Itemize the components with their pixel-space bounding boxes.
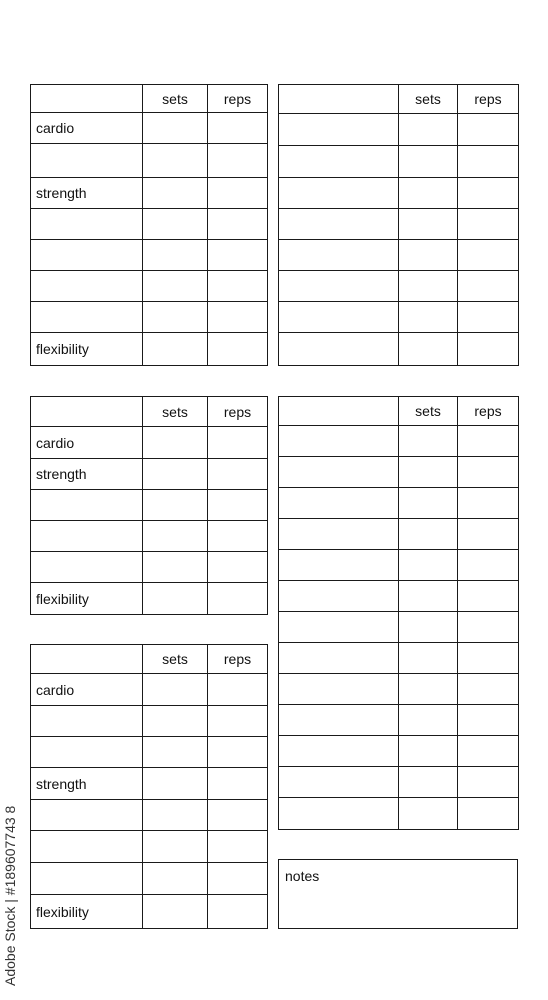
exercise-label-cell[interactable]: flexibility xyxy=(31,583,143,615)
table-row xyxy=(279,550,519,581)
exercise-label-cell[interactable] xyxy=(279,302,399,333)
table-row xyxy=(279,209,519,240)
reps-cell[interactable] xyxy=(208,490,268,521)
reps-cell[interactable] xyxy=(208,178,268,209)
exercise-label-cell[interactable] xyxy=(31,144,143,178)
table-header-row xyxy=(279,85,519,114)
sets-cell[interactable] xyxy=(143,706,208,737)
table-row xyxy=(31,459,268,490)
table-row xyxy=(279,643,519,674)
sets-cell[interactable] xyxy=(399,178,458,209)
sets-cell[interactable] xyxy=(143,863,208,895)
sets-cell[interactable] xyxy=(143,302,208,333)
sets-cell[interactable] xyxy=(399,488,458,519)
header-sets: sets xyxy=(399,85,458,114)
table-row xyxy=(279,240,519,271)
reps-cell[interactable] xyxy=(208,113,268,144)
exercise-label-cell[interactable] xyxy=(279,271,399,302)
table-row xyxy=(31,831,268,863)
reps-cell[interactable] xyxy=(208,583,268,615)
header-blank-cell xyxy=(31,397,143,427)
table-row xyxy=(31,209,268,240)
exercise-label-cell[interactable] xyxy=(31,800,143,831)
reps-cell[interactable] xyxy=(458,209,519,240)
header-sets: sets xyxy=(143,645,208,674)
workout-table xyxy=(30,396,268,615)
exercise-label-cell[interactable]: strength xyxy=(31,178,143,209)
reps-cell[interactable] xyxy=(208,144,268,178)
header-blank-cell xyxy=(279,85,399,114)
exercise-label-cell[interactable] xyxy=(279,457,399,488)
table-row xyxy=(279,767,519,798)
sets-cell[interactable] xyxy=(143,583,208,615)
exercise-label-cell[interactable] xyxy=(31,521,143,552)
sets-cell[interactable] xyxy=(143,674,208,706)
exercise-label-cell[interactable] xyxy=(279,240,399,271)
reps-cell[interactable] xyxy=(208,333,268,366)
exercise-label-cell[interactable] xyxy=(279,333,399,366)
reps-cell[interactable] xyxy=(208,427,268,459)
reps-cell[interactable] xyxy=(458,643,519,674)
sets-cell[interactable] xyxy=(143,459,208,490)
reps-cell[interactable] xyxy=(208,737,268,768)
header-reps: reps xyxy=(208,645,268,674)
reps-cell[interactable] xyxy=(208,459,268,490)
exercise-label-cell[interactable] xyxy=(31,271,143,302)
table-row xyxy=(31,178,268,209)
sets-cell[interactable] xyxy=(399,271,458,302)
sets-cell[interactable] xyxy=(143,895,208,929)
sets-cell[interactable] xyxy=(143,178,208,209)
exercise-label-cell[interactable] xyxy=(279,519,399,550)
exercise-label-cell[interactable] xyxy=(279,767,399,798)
table-row xyxy=(279,457,519,488)
header-reps: reps xyxy=(208,85,268,113)
header-blank-cell xyxy=(31,645,143,674)
table-header-row xyxy=(31,645,268,674)
sets-cell[interactable] xyxy=(143,333,208,366)
table-header-row xyxy=(31,85,268,113)
exercise-label-cell[interactable] xyxy=(31,302,143,333)
exercise-label-cell[interactable] xyxy=(31,209,143,240)
sets-cell[interactable] xyxy=(143,737,208,768)
table-row xyxy=(279,519,519,550)
exercise-label-cell[interactable]: cardio xyxy=(31,427,143,459)
exercise-label-cell[interactable] xyxy=(31,706,143,737)
exercise-label-cell[interactable] xyxy=(279,612,399,643)
reps-cell[interactable] xyxy=(458,114,519,146)
reps-cell[interactable] xyxy=(458,178,519,209)
reps-cell[interactable] xyxy=(458,705,519,736)
table-row xyxy=(279,114,519,146)
reps-cell[interactable] xyxy=(458,426,519,457)
reps-cell[interactable] xyxy=(208,302,268,333)
reps-cell[interactable] xyxy=(208,895,268,929)
table-row xyxy=(279,612,519,643)
table-row xyxy=(279,581,519,612)
exercise-label-cell[interactable] xyxy=(279,705,399,736)
reps-cell[interactable] xyxy=(208,863,268,895)
header-sets: sets xyxy=(143,85,208,113)
exercise-label-cell[interactable]: flexibility xyxy=(31,333,143,366)
table-row xyxy=(31,552,268,583)
reps-cell[interactable] xyxy=(458,674,519,705)
table-row xyxy=(31,583,268,615)
table-row xyxy=(31,240,268,271)
reps-cell[interactable] xyxy=(208,768,268,800)
sets-cell[interactable] xyxy=(399,426,458,457)
table-row xyxy=(31,271,268,302)
reps-cell[interactable] xyxy=(208,552,268,583)
header-sets: sets xyxy=(399,397,458,426)
exercise-label-cell[interactable] xyxy=(279,178,399,209)
table-row xyxy=(31,333,268,366)
workout-table xyxy=(278,396,519,830)
sets-cell[interactable] xyxy=(143,490,208,521)
sets-cell[interactable] xyxy=(143,521,208,552)
exercise-label-cell[interactable] xyxy=(279,114,399,146)
reps-cell[interactable] xyxy=(458,146,519,178)
sets-cell[interactable] xyxy=(143,240,208,271)
notes-label: notes xyxy=(285,868,320,884)
sets-cell[interactable] xyxy=(143,271,208,302)
reps-cell[interactable] xyxy=(458,519,519,550)
sets-cell[interactable] xyxy=(143,144,208,178)
exercise-label-cell[interactable] xyxy=(31,552,143,583)
reps-cell[interactable] xyxy=(208,674,268,706)
exercise-label-cell[interactable]: strength xyxy=(31,459,143,490)
header-sets: sets xyxy=(143,397,208,427)
sets-cell[interactable] xyxy=(399,798,458,830)
reps-cell[interactable] xyxy=(208,240,268,271)
table-row xyxy=(279,146,519,178)
table-row xyxy=(279,736,519,767)
exercise-label-cell[interactable] xyxy=(279,146,399,178)
sets-cell[interactable] xyxy=(143,552,208,583)
exercise-label-cell[interactable]: strength xyxy=(31,768,143,800)
sets-cell[interactable] xyxy=(399,674,458,705)
table-row xyxy=(31,863,268,895)
table-row xyxy=(31,706,268,737)
sets-cell[interactable] xyxy=(399,457,458,488)
reps-cell[interactable] xyxy=(458,581,519,612)
workout-table xyxy=(278,84,519,366)
reps-cell[interactable] xyxy=(458,271,519,302)
reps-cell[interactable] xyxy=(458,767,519,798)
table-row xyxy=(279,271,519,302)
table-row xyxy=(31,737,268,768)
sets-cell[interactable] xyxy=(143,800,208,831)
sets-cell[interactable] xyxy=(399,240,458,271)
exercise-label-cell[interactable] xyxy=(279,798,399,830)
table-row xyxy=(279,705,519,736)
reps-cell[interactable] xyxy=(458,302,519,333)
header-blank-cell xyxy=(279,397,399,426)
sets-cell[interactable] xyxy=(399,114,458,146)
sets-cell[interactable] xyxy=(143,427,208,459)
reps-cell[interactable] xyxy=(458,798,519,830)
exercise-label-cell[interactable] xyxy=(279,488,399,519)
reps-cell[interactable] xyxy=(208,271,268,302)
table-row xyxy=(279,302,519,333)
header-reps: reps xyxy=(208,397,268,427)
table-row xyxy=(279,674,519,705)
sets-cell[interactable] xyxy=(143,768,208,800)
sets-cell[interactable] xyxy=(143,831,208,863)
table-header-row xyxy=(279,397,519,426)
reps-cell[interactable] xyxy=(208,831,268,863)
exercise-label-cell[interactable] xyxy=(279,581,399,612)
table-row xyxy=(31,768,268,800)
exercise-label-cell[interactable] xyxy=(279,426,399,457)
exercise-label-cell[interactable] xyxy=(31,490,143,521)
exercise-label-cell[interactable] xyxy=(279,736,399,767)
header-reps: reps xyxy=(458,85,519,114)
sets-cell[interactable] xyxy=(399,643,458,674)
reps-cell[interactable] xyxy=(458,457,519,488)
reps-cell[interactable] xyxy=(208,521,268,552)
sets-cell[interactable] xyxy=(399,550,458,581)
sets-cell[interactable] xyxy=(143,209,208,240)
reps-cell[interactable] xyxy=(458,612,519,643)
table-row xyxy=(31,427,268,459)
table-row xyxy=(31,144,268,178)
table-row xyxy=(279,178,519,209)
exercise-label-cell[interactable] xyxy=(31,863,143,895)
header-reps: reps xyxy=(458,397,519,426)
workout-table xyxy=(30,84,268,366)
workout-table xyxy=(30,644,268,929)
exercise-label-cell[interactable] xyxy=(31,831,143,863)
sets-cell[interactable] xyxy=(143,113,208,144)
reps-cell[interactable] xyxy=(208,800,268,831)
reps-cell[interactable] xyxy=(208,209,268,240)
reps-cell[interactable] xyxy=(458,488,519,519)
table-row xyxy=(279,333,519,366)
notes-box[interactable] xyxy=(278,859,518,929)
table-header-row xyxy=(31,397,268,427)
sets-cell[interactable] xyxy=(399,519,458,550)
table-row xyxy=(31,521,268,552)
stock-watermark: Adobe Stock | #189607743 8 xyxy=(2,805,18,986)
exercise-label-cell[interactable] xyxy=(279,209,399,240)
sets-cell[interactable] xyxy=(399,209,458,240)
reps-cell[interactable] xyxy=(458,240,519,271)
sets-cell[interactable] xyxy=(399,333,458,366)
header-blank-cell xyxy=(31,85,143,113)
exercise-label-cell[interactable] xyxy=(279,643,399,674)
exercise-label-cell[interactable]: flexibility xyxy=(31,895,143,929)
table-row xyxy=(31,490,268,521)
sets-cell[interactable] xyxy=(399,146,458,178)
exercise-label-cell[interactable] xyxy=(31,737,143,768)
reps-cell[interactable] xyxy=(458,550,519,581)
sets-cell[interactable] xyxy=(399,612,458,643)
sets-cell[interactable] xyxy=(399,705,458,736)
reps-cell[interactable] xyxy=(458,333,519,366)
table-row xyxy=(279,488,519,519)
sets-cell[interactable] xyxy=(399,302,458,333)
exercise-label-cell[interactable]: cardio xyxy=(31,113,143,144)
table-row xyxy=(31,800,268,831)
exercise-label-cell[interactable]: cardio xyxy=(31,674,143,706)
table-row xyxy=(31,895,268,929)
reps-cell[interactable] xyxy=(458,736,519,767)
table-row xyxy=(279,426,519,457)
reps-cell[interactable] xyxy=(208,706,268,737)
exercise-label-cell[interactable] xyxy=(279,674,399,705)
sets-cell[interactable] xyxy=(399,767,458,798)
exercise-label-cell[interactable] xyxy=(279,550,399,581)
table-row xyxy=(31,674,268,706)
sets-cell[interactable] xyxy=(399,736,458,767)
exercise-label-cell[interactable] xyxy=(31,240,143,271)
table-row xyxy=(279,798,519,830)
table-row xyxy=(31,302,268,333)
table-row xyxy=(31,113,268,144)
sets-cell[interactable] xyxy=(399,581,458,612)
